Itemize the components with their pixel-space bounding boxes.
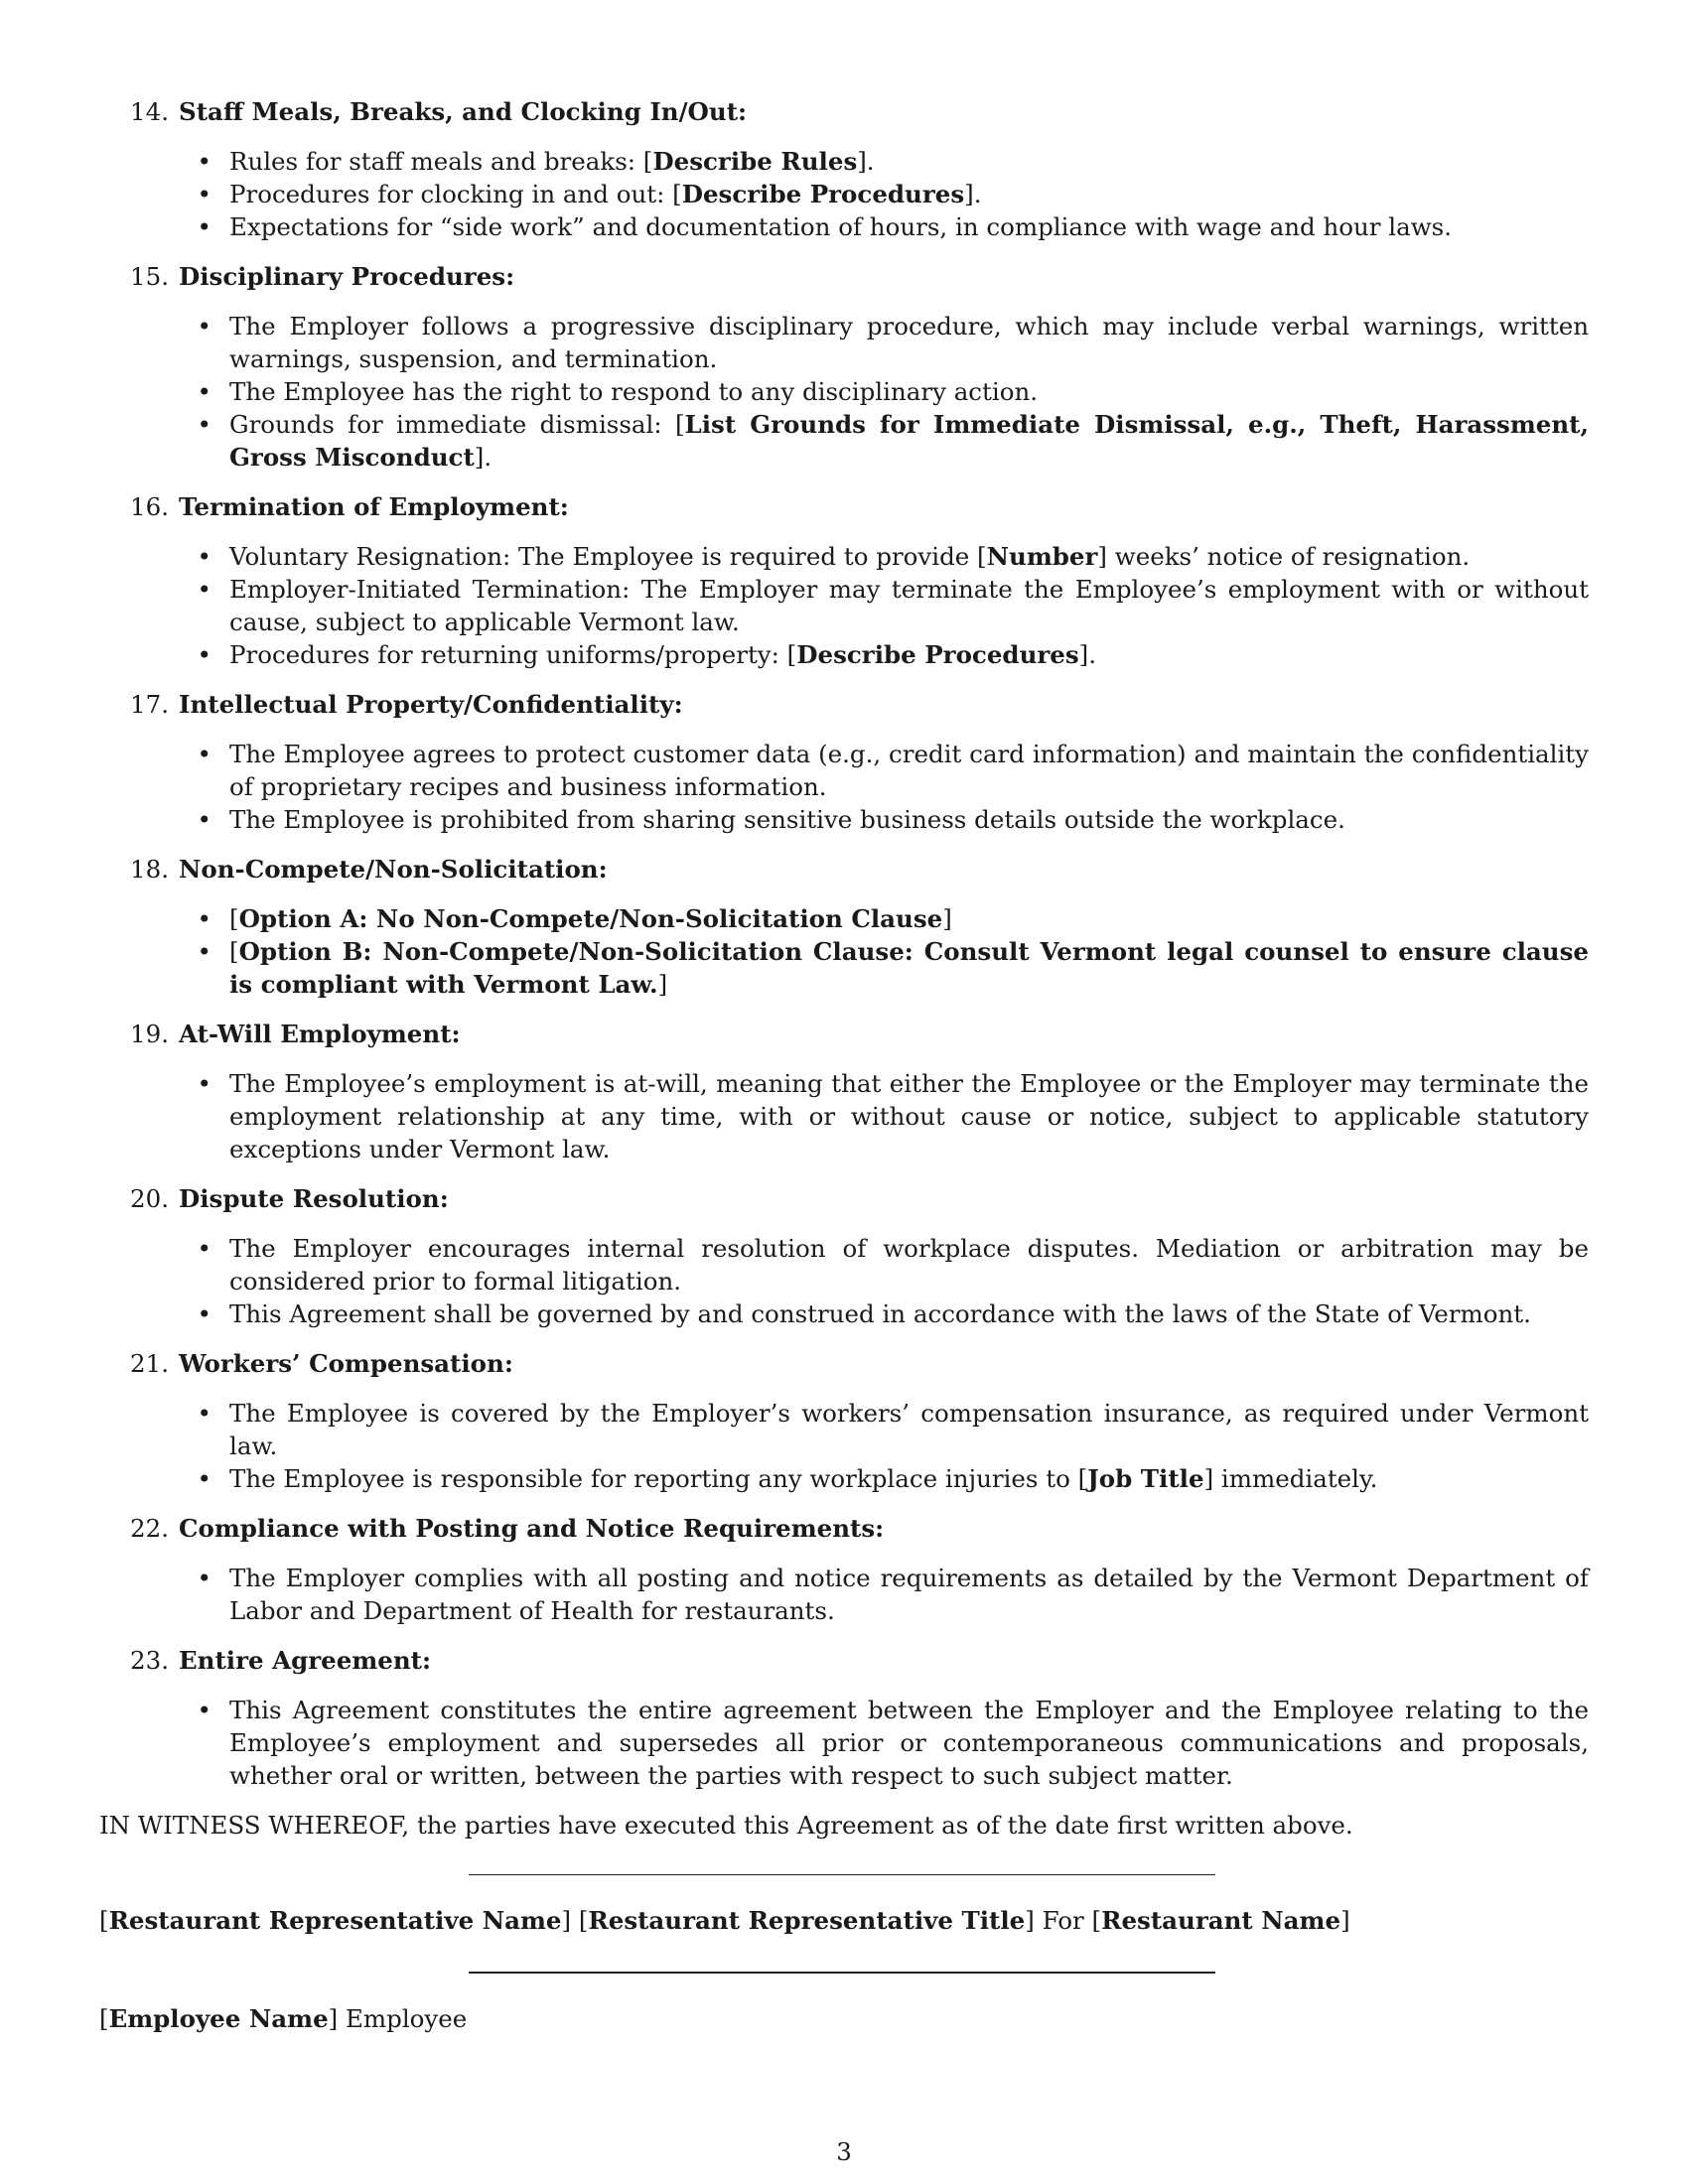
text-run: ] Employee xyxy=(328,2004,468,2033)
section-21 xyxy=(99,1347,1589,1495)
text-run: ]. xyxy=(857,147,875,176)
list-item-text xyxy=(229,1232,1589,1297)
text-run: The Employee is responsible for reporting any workplace injuries to [ xyxy=(229,1464,1088,1493)
bullet-icon xyxy=(99,375,229,408)
list-item xyxy=(99,573,1589,638)
list-item-text xyxy=(229,375,1589,408)
section-list xyxy=(99,95,1589,1792)
list-item-text xyxy=(229,935,1589,1001)
section-16 xyxy=(99,490,1589,671)
section-heading xyxy=(99,853,1589,886)
list-item-text xyxy=(229,1694,1589,1792)
section-heading xyxy=(99,260,1589,293)
list-item-text xyxy=(229,178,1589,210)
list-item xyxy=(99,178,1589,210)
section-number: 16. xyxy=(130,492,169,521)
list-item xyxy=(99,1232,1589,1297)
bullet-list xyxy=(99,540,1589,671)
text-run: The Employee’s employment is at-will, meaning that either the Employee or the Employer may terminate the employment relationship at any time, with or without cause or notice, subject to applicable statutory exceptions under Vermont law. xyxy=(229,1069,1589,1163)
list-item-text xyxy=(229,738,1589,803)
section-number: 15. xyxy=(130,262,169,291)
text-run: Grounds for immediate dismissal: [ xyxy=(229,410,685,439)
text-run: The Employee agrees to protect customer data (e.g., credit card information) and maintain the confidentiality of proprietary recipes and business information. xyxy=(229,740,1589,801)
placeholder-field: Option A: No Non-Compete/Non-Solicitation Clause xyxy=(238,904,943,933)
list-item xyxy=(99,1297,1589,1330)
bullet-list xyxy=(99,310,1589,474)
section-number: 17. xyxy=(130,690,169,719)
list-item-text xyxy=(229,638,1589,671)
bullet-list xyxy=(99,145,1589,243)
text-run: Expectations for “side work” and documentation of hours, in compliance with wage and hour laws. xyxy=(229,212,1453,241)
text-run: The Employer complies with all posting and notice requirements as detailed by the Vermont Department of Labor and Department of Health for restaurants. xyxy=(229,1564,1589,1625)
bullet-list xyxy=(99,1232,1589,1330)
section-17 xyxy=(99,688,1589,836)
text-run: [ xyxy=(99,2004,109,2033)
placeholder-field: List Grounds for Immediate Dismissal, e.g., Theft, Harassment, Gross Misconduct xyxy=(229,410,1590,472)
bullet-list xyxy=(99,1562,1589,1627)
list-item-text xyxy=(229,1462,1589,1495)
bullet-icon xyxy=(99,1067,229,1165)
list-item-text xyxy=(229,1297,1589,1330)
section-heading xyxy=(99,1512,1589,1545)
section-20 xyxy=(99,1182,1589,1330)
section-title: Termination of Employment: xyxy=(179,492,569,521)
section-title: Staff Meals, Breaks, and Clocking In/Out: xyxy=(179,97,748,126)
bullet-icon xyxy=(99,1297,229,1330)
signature-line-employer xyxy=(469,1874,1215,1875)
bullet-list xyxy=(99,1067,1589,1165)
list-item-text xyxy=(229,540,1589,573)
list-item-text xyxy=(229,210,1589,243)
section-19 xyxy=(99,1018,1589,1165)
section-number: 14. xyxy=(130,97,169,126)
placeholder-field: Job Title xyxy=(1087,1464,1204,1493)
bullet-icon xyxy=(99,310,229,375)
text-run: Voluntary Resignation: The Employee is required to provide [ xyxy=(229,542,987,571)
list-item xyxy=(99,408,1589,474)
text-run: The Employee is covered by the Employer’s workers’ compensation insurance, as required under Vermont law. xyxy=(229,1399,1589,1460)
list-item xyxy=(99,540,1589,573)
signature-caption-employer xyxy=(99,1904,1589,1937)
section-heading xyxy=(99,490,1589,523)
bullet-icon xyxy=(99,1694,229,1792)
placeholder-field: Number xyxy=(986,542,1098,571)
page-number: 3 xyxy=(836,2137,852,2166)
list-item xyxy=(99,935,1589,1001)
placeholder-field: Describe Procedures xyxy=(796,640,1079,669)
text-run: ] immediately. xyxy=(1203,1464,1378,1493)
placeholder-field: Employee Name xyxy=(108,2004,329,2033)
section-title: Dispute Resolution: xyxy=(179,1184,449,1213)
signature-caption-employee xyxy=(99,2002,1589,2035)
list-item xyxy=(99,902,1589,935)
list-item xyxy=(99,1067,1589,1165)
text-run: The Employee is prohibited from sharing sensitive business details outside the workplace. xyxy=(229,805,1345,834)
bullet-icon xyxy=(99,540,229,573)
signature-line-employee xyxy=(469,1972,1215,1974)
bullet-list xyxy=(99,1397,1589,1495)
text-run: [ xyxy=(229,937,239,966)
text-run: ] [ xyxy=(561,1906,589,1935)
section-22 xyxy=(99,1512,1589,1627)
text-run: ]. xyxy=(964,180,982,208)
section-heading xyxy=(99,1018,1589,1050)
section-title: Non-Compete/Non-Solicitation: xyxy=(179,855,608,884)
section-heading xyxy=(99,1644,1589,1677)
list-item xyxy=(99,1694,1589,1792)
list-item xyxy=(99,1562,1589,1627)
signature-block-employee xyxy=(99,1972,1589,2035)
text-run: ] xyxy=(1340,1906,1350,1935)
text-run: The Employer encourages internal resolution of workplace disputes. Mediation or arbitration may be considered prior to formal litigation. xyxy=(229,1234,1589,1296)
section-title: Entire Agreement: xyxy=(179,1646,432,1675)
section-23 xyxy=(99,1644,1589,1792)
list-item xyxy=(99,803,1589,836)
bullet-icon xyxy=(99,803,229,836)
section-number: 21. xyxy=(130,1349,169,1378)
list-item-text xyxy=(229,902,1589,935)
text-run: ] xyxy=(942,904,952,933)
text-run: This Agreement constitutes the entire agreement between the Employer and the Employee relating to the Employee’s employment and supersedes all prior or contemporaneous communications and proposals, whether oral or written, between the parties with respect to such subject matter. xyxy=(229,1696,1589,1790)
bullet-icon xyxy=(99,178,229,210)
section-number: 18. xyxy=(130,855,169,884)
text-run: Rules for staff meals and breaks: [ xyxy=(229,147,653,176)
bullet-list xyxy=(99,902,1589,1001)
text-run: [ xyxy=(99,1906,109,1935)
text-run: [ xyxy=(229,904,239,933)
bullet-icon xyxy=(99,1232,229,1297)
bullet-icon xyxy=(99,1397,229,1462)
list-item-text xyxy=(229,1562,1589,1627)
list-item xyxy=(99,738,1589,803)
text-run: ]. xyxy=(1078,640,1097,669)
list-item xyxy=(99,310,1589,375)
section-heading xyxy=(99,1182,1589,1215)
list-item xyxy=(99,1462,1589,1495)
text-run: Employer-Initiated Termination: The Employer may terminate the Employee’s employment with or without cause, subject to applicable Vermont law. xyxy=(229,575,1589,636)
list-item xyxy=(99,375,1589,408)
list-item-text xyxy=(229,1397,1589,1462)
bullet-icon xyxy=(99,1562,229,1627)
placeholder-field: Describe Rules xyxy=(652,147,858,176)
section-number: 22. xyxy=(130,1514,169,1543)
bullet-icon xyxy=(99,408,229,474)
list-item-text xyxy=(229,1067,1589,1165)
bullet-icon xyxy=(99,738,229,803)
section-number: 23. xyxy=(130,1646,169,1675)
witness-statement: IN WITNESS WHEREOF, the parties have executed this Agreement as of the date first written above. xyxy=(99,1811,1353,1840)
bullet-icon xyxy=(99,935,229,1001)
text-run: Procedures for clocking in and out: [ xyxy=(229,180,682,208)
list-item-text xyxy=(229,408,1589,474)
text-run: Procedures for returning uniforms/property: [ xyxy=(229,640,797,669)
section-18 xyxy=(99,853,1589,1001)
section-number: 19. xyxy=(130,1020,169,1048)
list-item xyxy=(99,1397,1589,1462)
section-15 xyxy=(99,260,1589,474)
placeholder-field: Restaurant Representative Name xyxy=(108,1906,562,1935)
list-item-text xyxy=(229,803,1589,836)
list-item xyxy=(99,145,1589,178)
bullet-icon xyxy=(99,210,229,243)
text-run: The Employee has the right to respond to any disciplinary action. xyxy=(229,377,1039,406)
placeholder-field: Option B: Non-Compete/Non-Solicitation Clause: Consult Vermont legal counsel to ensure clause is compliant with Vermont Law. xyxy=(229,937,1589,999)
section-heading xyxy=(99,688,1589,721)
section-number: 20. xyxy=(130,1184,169,1213)
placeholder-field: Describe Procedures xyxy=(681,180,965,208)
list-item xyxy=(99,210,1589,243)
section-title: Compliance with Posting and Notice Requirements: xyxy=(179,1514,885,1543)
text-run: ] xyxy=(657,970,668,999)
bullet-icon xyxy=(99,1462,229,1495)
section-14 xyxy=(99,95,1589,243)
text-run: The Employer follows a progressive disciplinary procedure, which may include verbal warnings, written warnings, suspension, and termination. xyxy=(229,312,1589,373)
section-title: At-Will Employment: xyxy=(179,1020,461,1048)
document-content xyxy=(99,95,1589,2035)
bullet-list xyxy=(99,738,1589,836)
section-title: Workers’ Compensation: xyxy=(179,1349,513,1378)
section-title: Disciplinary Procedures: xyxy=(179,262,515,291)
bullet-list xyxy=(99,1694,1589,1792)
list-item-text xyxy=(229,145,1589,178)
bullet-icon xyxy=(99,638,229,671)
section-heading xyxy=(99,1347,1589,1380)
section-heading xyxy=(99,95,1589,128)
section-title: Intellectual Property/Confidentiality: xyxy=(179,690,683,719)
placeholder-field: Restaurant Representative Title xyxy=(588,1906,1026,1935)
text-run: ] For [ xyxy=(1025,1906,1102,1935)
bullet-icon xyxy=(99,902,229,935)
bullet-icon xyxy=(99,145,229,178)
bullet-icon xyxy=(99,573,229,638)
placeholder-field: Restaurant Name xyxy=(1101,1906,1341,1935)
signature-block-employer xyxy=(99,1874,1589,1937)
list-item-text xyxy=(229,310,1589,375)
text-run: This Agreement shall be governed by and construed in accordance with the laws of the State of Vermont. xyxy=(229,1299,1531,1328)
list-item xyxy=(99,638,1589,671)
list-item-text xyxy=(229,573,1589,638)
text-run: ] weeks’ notice of resignation. xyxy=(1097,542,1471,571)
text-run: ]. xyxy=(474,443,492,472)
